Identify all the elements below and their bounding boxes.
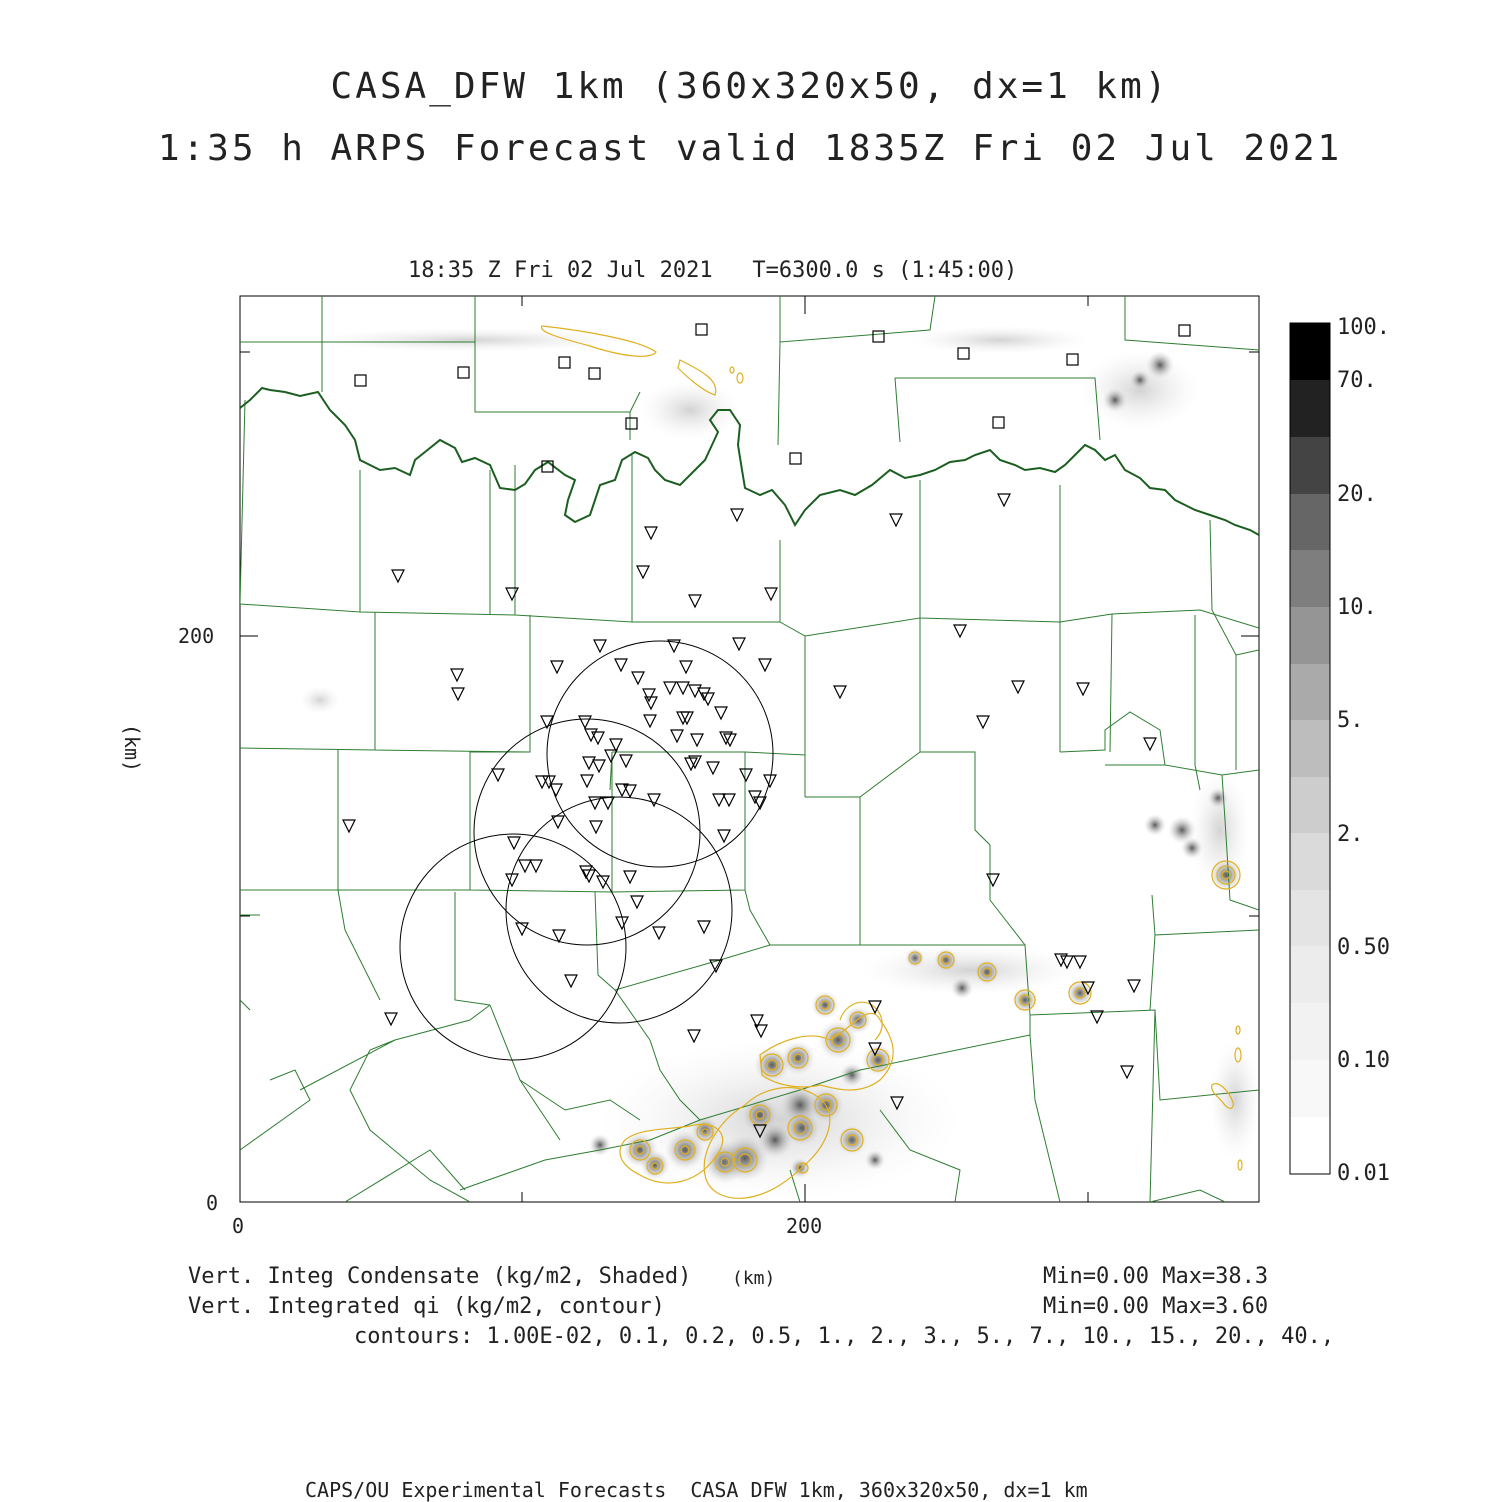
colorbar-label-20: 20. xyxy=(1337,482,1377,507)
colorbar-label-70: 70. xyxy=(1337,368,1377,393)
colorbar-label-0-10: 0.10 xyxy=(1337,1048,1390,1073)
credit-line: CAPS/OU Experimental Forecasts CASA DFW 1km, 360x320x50, dx=1 km xyxy=(305,1478,1088,1502)
x-tick-200: 200 xyxy=(786,1214,823,1238)
field1-description: Vert. Integ Condensate (kg/m2, Shaded) xyxy=(188,1264,692,1289)
field2-stats: Min=0.00 Max=3.60 xyxy=(1043,1294,1269,1319)
x-axis-label: (km) xyxy=(732,1268,776,1289)
x-tick-0: 0 xyxy=(232,1214,245,1238)
colorbar-label-10: 10. xyxy=(1337,595,1377,620)
colorbar-label-0-01: 0.01 xyxy=(1337,1161,1390,1186)
y-tick-0: 0 xyxy=(206,1191,219,1215)
colorbar-label-100: 100. xyxy=(1337,315,1390,340)
field1-stats: Min=0.00 Max=38.3 xyxy=(1043,1264,1269,1289)
plot-title-line1: CASA_DFW 1km (360x320x50, dx=1 km) xyxy=(330,66,1170,107)
colorbar-label-0-50: 0.50 xyxy=(1337,935,1390,960)
colorbar-label-5: 5. xyxy=(1337,708,1364,733)
contour-levels: contours: 1.00E-02, 0.1, 0.2, 0.5, 1., 2., 3., 5., 7., 10., 15., 20., 40., xyxy=(354,1324,1335,1349)
plot-title-line2: 1:35 h ARPS Forecast valid 1835Z Fri 02 Jul 2021 xyxy=(157,128,1343,169)
field2-description: Vert. Integrated qi (kg/m2, contour) xyxy=(188,1294,665,1319)
y-axis-label: (km) xyxy=(120,723,145,773)
y-tick-200: 200 xyxy=(178,624,215,648)
colorbar-label-2: 2. xyxy=(1337,822,1364,847)
valid-time-subtitle: 18:35 Z Fri 02 Jul 2021 T=6300.0 s (1:45:00) xyxy=(408,258,1018,283)
colorbar xyxy=(1290,323,1330,1174)
